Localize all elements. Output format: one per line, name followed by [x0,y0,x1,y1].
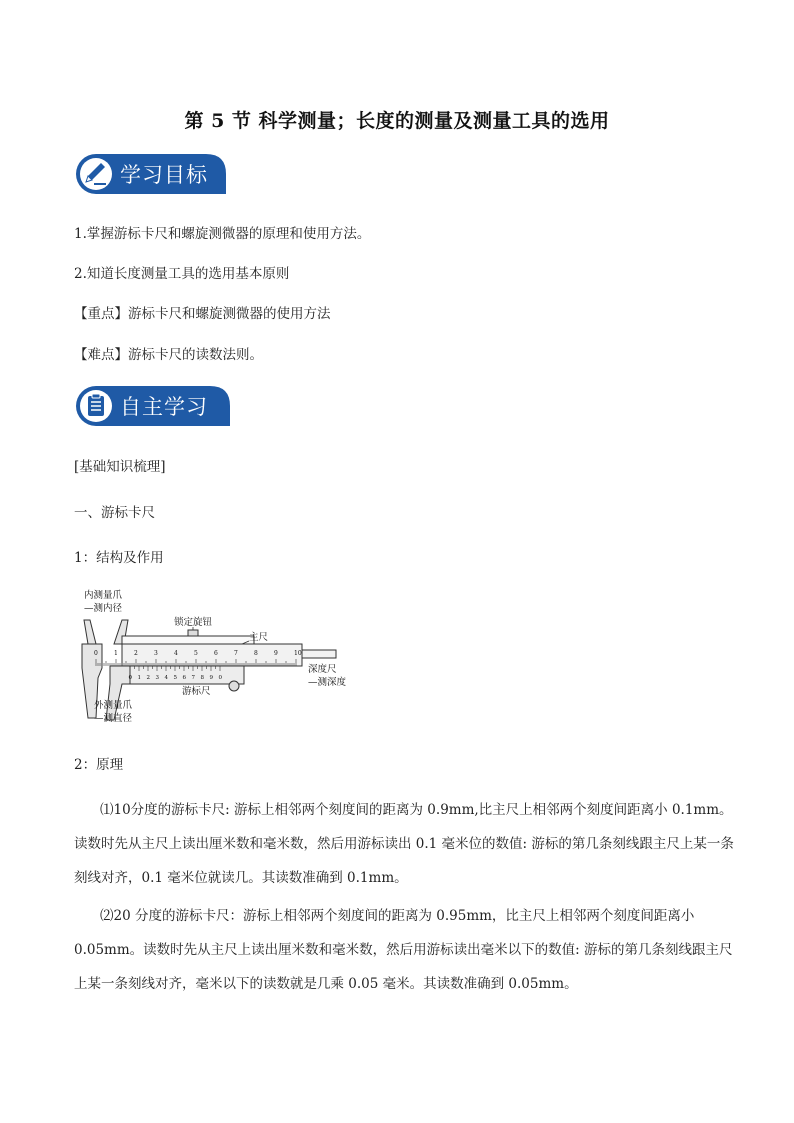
label-outer-jaw-2: —测直径 [94,713,133,724]
vernier-scale-label: 1 [137,675,141,681]
main-scale-label: 8 [254,650,258,657]
goal-line-2: 2.知道长度测量工具的选用基本原则 [74,266,290,282]
label-inner-jaw-2: —测内径 [84,603,123,614]
lock-knob [188,630,198,636]
vernier-scale-label: 8 [200,675,204,681]
label-inner-jaw-1: 内测量爪 [84,590,123,601]
label-vernier: 游标尺 [182,686,211,697]
section-heading-vernier: 一、游标卡尺 [74,505,155,521]
vernier-scale-label: 2 [146,675,150,681]
vernier-scale-label: 7 [191,675,195,681]
vernier-scale-label: 0 [218,675,222,681]
vernier-caliper-diagram [74,580,374,730]
thumb-wheel [229,681,239,691]
sliding-jaw [106,666,130,720]
label-depth-2: —测深度 [308,677,347,688]
learning-goals-banner [74,152,228,196]
goal-line-difficulty: 【难点】游标卡尺的读数法则。 [74,347,263,363]
goal-line-1: 1.掌握游标卡尺和螺旋测微器的原理和使用方法。 [74,226,371,242]
clipboard-icon [88,394,104,416]
goal-line-key-point: 【重点】游标卡尺和螺旋测微器的使用方法 [74,306,331,322]
vernier-scale-label: 3 [155,675,159,681]
label-main-scale: 主尺 [249,632,269,643]
banner-goals-label: 学习目标 [120,163,208,187]
vernier-scale-label: 0 [128,675,132,681]
main-scale-label: 0 [94,650,98,657]
depth-rod [302,650,336,658]
main-scale-label: 4 [174,650,178,657]
basics-heading: [基础知识梳理] [74,459,166,475]
main-scale-label: 7 [234,650,238,657]
vernier-scale-label: 6 [182,675,186,681]
vernier-scale-label: 9 [209,675,213,681]
main-scale-label: 10 [294,650,302,657]
page-title: 第 5 节 科学测量；长度的测量及测量工具的选用 [184,110,610,132]
label-lock-knob: 锁定旋钮 [174,617,213,628]
subheading-principle: 2：原理 [74,757,124,773]
main-scale-label: 9 [274,650,278,657]
inner-jaw-fixed [84,620,96,644]
main-scale-label: 6 [214,650,218,657]
principle-paragraph-20: ⑵20 分度的游标卡尺：游标上相邻两个刻度间的距离为 0.95mm，比主尺上相邻两个刻度间距离小 0.05mm。读数时先从主尺上读出厘米数和毫米数，然后用游标读出毫米以下的数值: 游标的第几条刻线跟主尺上某一条刻线对齐，毫米以下的读数就是几乘 0.05 毫米。其读数准确到 0.05mm。 [74,908,733,992]
label-outer-jaw-1: 外测量爪 [94,700,133,711]
self-study-banner [74,384,232,428]
main-scale-label: 1 [114,650,118,657]
main-scale-label: 2 [134,650,138,657]
subheading-structure: 1：结构及作用 [74,550,164,566]
vernier-scale-label: 5 [173,675,177,681]
banner-self-study-label: 自主学习 [120,395,208,419]
top-rail [122,636,254,644]
main-scale-label: 5 [194,650,198,657]
principle-paragraph-10: ⑴10分度的游标卡尺: 游标上相邻两个刻度间的距离为 0.9mm,比主尺上相邻两个刻度间距离小 0.1mm。读数时先从主尺上读出厘米数和毫米数，然后用游标读出 0.1 毫米位的数值: 游标的第几条刻线跟主尺上某一条刻线对齐，0.1 毫米位就读几。其读数准确到 0.1mm。 [74,802,734,886]
main-scale-label: 3 [154,650,158,657]
label-depth-1: 深度尺 [308,664,337,675]
vernier-scale-label: 4 [164,675,168,681]
